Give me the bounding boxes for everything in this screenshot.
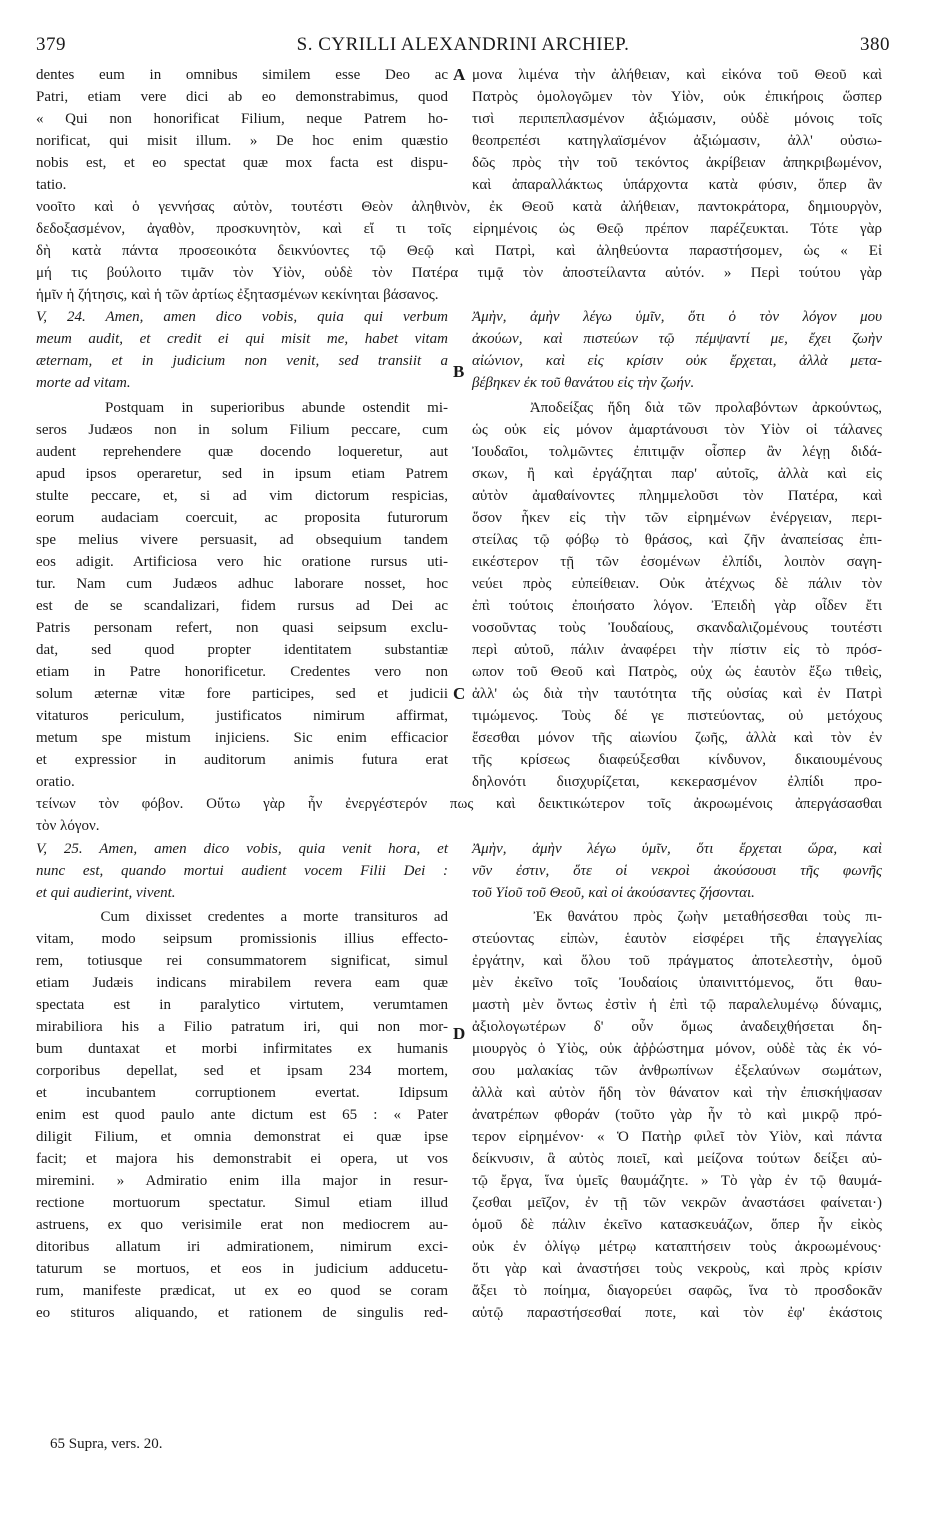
text-line: oratio. <box>36 774 75 790</box>
text-line: Patris personam refert, non quasi seipsum exclu- <box>36 620 448 636</box>
text-line: est de se scandalizari, fidem rursus ad Dei ac <box>36 598 448 614</box>
text-line: apud ipsos operaretur, sed in ipsum etiam Patrem <box>36 466 448 482</box>
text-line: ditoribus allatum iri admirationem, nimirum exci- <box>36 1239 448 1255</box>
text-line: ωπον τοῦ Θεοῦ καὶ Πατρὸς, οὐχ ὡς ἑαυτὸν ἔξω τιθεὶς, <box>472 664 882 680</box>
text-line: ἔσεσθαι μόνον τῆς αἰωνίου ζωῆς, ἀλλὰ καὶ τὸν ἐν <box>472 730 882 746</box>
text-line: νῦν ἐστιν, ὅτε οἱ νεκροὶ ἀκούσουσι τῆς φωνῆς <box>472 863 882 879</box>
text-line: Ἀμὴν, ἀμὴν λέγω ὑμῖν, ὅτι ἔρχεται ὥρα, καὶ <box>472 841 882 857</box>
text-line: Ἀποδείξας ἤδη διὰ τῶν προλαβόντων ἀρκούντως, <box>472 400 882 416</box>
text-line: nobis est, et eo spectat quæ mox facta est dispu- <box>36 155 448 171</box>
margin-letter-b: B <box>453 362 465 381</box>
text-line: αἰώνιον, καὶ εἰς κρίσιν οὐκ ἔρχεται, ἀλλὰ μετα- <box>472 353 882 369</box>
text-line: δείκνυσιν, ἃ αὐτὸς ποιεῖ, καὶ μείζονα τούτων δείξει αὐ- <box>472 1151 882 1167</box>
text-line: ἄξει τὸ ποίημα, διαγορεύει σαφῶς, ἵνα τὸ προσδοκᾶν <box>472 1283 882 1299</box>
text-line: μαστὴ μὲν ὄντως ἐστὶν ἡ ἐπὶ τῷ παραλελυμένῳ δύναμις, <box>472 997 882 1013</box>
text-line: ζεσθαι μεῖζον, ἐν τῇ τῶν νεκρῶν ἀναστάσει φαίνεται·) <box>472 1195 882 1211</box>
text-line: δεδοξασμένον, ἀγαθὸν, προσκυνητὸν, καὶ εἴ τι τοῖς εἰρημένοις ὡς Θεῷ πρέπον παρέζευκται. Τότε γὰρ <box>36 221 882 237</box>
text-line: τείνων τὸν φόβον. Οὕτω γὰρ ἦν ἐνεργέστερόν πως καὶ δεικτικώτερον τοῖς ἀκροωμένοις ἀπεργάσασθαι <box>36 796 882 812</box>
text-line: νεύει πρὸς εὐπείθειαν. Οὐκ ἀτέχνως δὲ πάλιν τὸν <box>472 576 882 592</box>
text-line: spe melius vivere persuasit, ad obsequium tandem <box>36 532 448 548</box>
text-line: Patri, etiam vere dici ab eo demonstrabimus, quod <box>36 89 448 105</box>
text-line: ἐργάτην, καὶ ὅλου τοῦ πράγματος ἀποτελεστὴν, ὁμοῦ <box>472 953 882 969</box>
text-line: τισὶ περιπεπλασμένον ἀξιώμασιν, οὐδὲ μόνοις τοῖς <box>472 111 882 127</box>
text-line: V, 25. Amen, amen dico vobis, quia venit hora, et <box>36 841 448 857</box>
text-line: diligit Filium, et omnia demonstrat ei quæ ipse <box>36 1129 448 1145</box>
text-line: καὶ ἀπαραλλάκτως ὑπάρχοντα κατὰ φύσιν, ὅπερ ἂν <box>472 177 882 193</box>
text-line: νοοῖτο καὶ ὁ γεννήσας αὐτὸν, τουτέστι Θεὸν ἀληθινὸν, ἐκ Θεοῦ κατὰ ἀλήθειαν, παντοκράτορα, δημιουργὸν, <box>36 199 882 215</box>
text-line: τῷ ἔργα, ἵνα ὑμεῖς θαυμάζητε. » Τὸ γὰρ ἐν τῷ θαυμά- <box>472 1173 882 1189</box>
text-line: τοῦ Υἱοῦ τοῦ Θεοῦ, καὶ οἱ ἀκούσαντες ζήσονται. <box>472 885 755 901</box>
text-line: στεύοντας εἰπὼν, ἑαυτὸν εἰσφέρει τῆς ἐπαγγελίας <box>472 931 882 947</box>
text-line: ἀλλ' ὡς διὰ τὴν ταυτότητα τῆς οὐσίας καὶ ἐν Πατρὶ <box>472 686 882 702</box>
text-line: εικέστερον τῇ τῶν ἐσομένων ἐλπίδι, λοιπὸν σαγη- <box>472 554 882 570</box>
text-line: Cum dixisset credentes a morte transituros ad <box>36 909 448 925</box>
margin-letter-a: A <box>453 65 466 84</box>
text-line: οὐκ ἐν ὀλίγῳ μέτρῳ καταπτήσειν τοὺς ἀκροωμένους· <box>472 1239 882 1255</box>
text-line: vitaturos periculum, justificatos nimirum affirmat, <box>36 708 448 724</box>
text-line: τιμώμενος. Τοὺς δέ γε πιστεύοντας, οὐ μετόχους <box>472 708 882 724</box>
text-line: στείλας τῷ φόβῳ τὸ θράσος, καὶ ζῆν ἀναπείσας ἐπι- <box>472 532 882 548</box>
text-line: spectata est in paralytico virtutem, verumtamen <box>36 997 448 1013</box>
text-line: τερον εἰρημένον· « Ὁ Πατὴρ φιλεῖ τὸν Υἱὸν, καὶ πάντα <box>472 1129 882 1145</box>
text-line: αὐτῷ παραστήσεσθαί ποτε, καὶ τὸν ἐφ' ἑκάστοις <box>472 1305 882 1321</box>
text-line: et expressior in auditorum animis futura erat <box>36 752 448 768</box>
text-line: meum audit, et credit ei qui misit me, habet vitam <box>36 331 448 347</box>
text-line: rem, totiusque rei consummatorem significat, simul <box>36 953 448 969</box>
text-line: mirabiliora his a Filio patratum iri, qui non mor- <box>36 1019 448 1035</box>
text-line: eo stituros aliquando, et rationem de singulis red- <box>36 1305 448 1321</box>
text-line: μιουργὸς ὁ Υἱὸς, οὐκ ἀῤῥώστημα μόνον, οὐδὲ τὰς ἐκ νό- <box>472 1041 882 1057</box>
text-line: æternam, et in judicium non venit, sed transiit a <box>36 353 448 369</box>
text-line: eorum audaciam coercuit, ac proposita futurorum <box>36 510 448 526</box>
text-line: nunc est, quando mortui audient vocem Filii Dei : <box>36 863 448 879</box>
text-line: dat, sed quod propter identitatem substantiæ <box>36 642 448 658</box>
text-line: μονα λιμένα τὴν ἀλήθειαν, καὶ εἰκόνα τοῦ Θεοῦ καὶ <box>472 67 882 83</box>
text-line: Ἰουδαῖοι, τολμῶντες ἐπιτιμᾷν οἷσπερ ἂν λέγῃ διδά- <box>472 444 882 460</box>
text-line: taturum se mortuos, et eos in judicium adducetu- <box>36 1261 448 1277</box>
text-line: δῶς πρὸς τὴν τοῦ τεκόντος ἀκρίβειαν ἀπηκριβωμένον, <box>472 155 882 171</box>
margin-letter-c: C <box>453 684 466 703</box>
text-line: et incubantem corruptionem evertat. Idipsum <box>36 1085 448 1101</box>
text-line: τὸν λόγον. <box>36 818 100 834</box>
text-line: ὅσον ἧκεν εἰς τὴν τῶν εἰρημένων ἐνέργειαν, περι- <box>472 510 882 526</box>
text-line: Postquam in superioribus abunde ostendit mi- <box>36 400 448 416</box>
text-line: facit; et majora his demonstrabit ei opera, ut vos <box>36 1151 448 1167</box>
margin-letter-d: D <box>453 1024 466 1043</box>
text-line: stulte peccare, et, si ad vim dictorum respicias, <box>36 488 448 504</box>
text-line: tatio. <box>36 177 67 193</box>
text-line: δηλονότι διισχυρίζεται, κεκερασμένον ἐλπίδι προ- <box>472 774 882 790</box>
text-line: rum, manifeste prædicat, ut ex eo quod se coram <box>36 1283 448 1299</box>
text-line: metum spe mistum injiciens. Sic enim efficacior <box>36 730 448 746</box>
running-header <box>36 34 890 58</box>
text-line: μὲν ἐκεῖνο τοῖς Ἰουδαίοις ὑπαινιττόμενος, ὅτι θαυ- <box>472 975 882 991</box>
text-line: morte ad vitam. <box>36 375 131 391</box>
text-line: ἀλλὰ καὶ αὐτὸν ἤδη τὸν θάνατον καὶ τὴν ἐπισκήψασαν <box>472 1085 882 1101</box>
text-line: ἀνατρέπων φθοράν (τοῦτο γὰρ ἦν τὸ καὶ μικρῷ πρό- <box>472 1107 882 1123</box>
text-line: ἐπὶ τούτοις ἐποιήσατο λόγον. Ἐπειδὴ γὰρ οἶδεν ἔτι <box>472 598 882 614</box>
text-line: tur. Nam cum Judæos adhuc laborare nosset, hoc <box>36 576 448 592</box>
page-number-right: 380 <box>860 34 890 55</box>
page-number-left: 379 <box>36 34 66 55</box>
text-line: ὁμοῦ δὲ πάλιν ἐκεῖνο κατασκευάζων, ὅπερ ἦν εἰκὸς <box>472 1217 882 1233</box>
text-line: miremini. » Admiratio enim illa major in resur- <box>36 1173 448 1189</box>
text-line: ὡς οὐκ εἰς μόνον ἁμαρτάνουσι τὸν Υἱὸν οἱ τάλανες <box>472 422 882 438</box>
text-line: ἀκούων, καὶ πιστεύων τῷ πέμψαντί με, ἔχει ζωὴν <box>472 331 882 347</box>
text-line: et qui audierint, vivent. <box>36 885 176 901</box>
text-line: ἀξιολογωτέρων δ' οὖν ὅμως ἀναδειχθήσεται δη- <box>472 1019 882 1035</box>
text-line: seros Judæos non in solum Filium peccare, cum <box>36 422 448 438</box>
text-line: περὶ αὐτοῦ, πάλιν ἀναφέρει τὴν πίστιν εἰς τὸ πρόσ- <box>472 642 882 658</box>
text-line: σκων, ἢ καὶ ἐργάζηται παρ' αὐτοῖς, ἀλλὰ καὶ εἰς <box>472 466 882 482</box>
text-line: θεοπρεπέσι κατηγλαϊσμένον ἀξιώμασιν, ἀλλ' οὐσιω- <box>472 133 882 149</box>
text-line: astruens, ex quo verisimile erat non mediocrem au- <box>36 1217 448 1233</box>
text-line: ἡμῖν ἡ ζήτησις, καὶ ἡ τῶν ἀρτίως ἐξητασμένων κεκίνηται βάσανος. <box>36 287 439 303</box>
running-title: S. CYRILLI ALEXANDRINI ARCHIEP. <box>296 34 630 55</box>
text-line: eos adigit. Artificiosa vero hic oratione rursus uti- <box>36 554 448 570</box>
text-line: solum æternæ vitæ fore participes, sed et judicii <box>36 686 448 702</box>
text-line: μή τις βούλοιτο τιμᾶν τὸν Υἱὸν, οὐδὲ τὸν Πατέρα τιμᾷ τὸν ἀποστείλαντα αὐτόν. » Περὶ τούτου γὰρ <box>36 265 882 281</box>
text-line: V, 24. Amen, amen dico vobis, quia qui verbum <box>36 309 448 325</box>
text-line: bum duntaxat et morbi infirmitates ex humanis <box>36 1041 448 1057</box>
text-line: etiam Judæis indicans mirabilem revera eam quæ <box>36 975 448 991</box>
text-line: norificat, qui misit illum. » De hoc enim quæstio <box>36 133 448 149</box>
text-line: τῆς κρίσεως διαφεύξεσθαι κίνδυνον, δικαιουμένους <box>472 752 882 768</box>
text-line: audent reprehendere quæ docendo loqueretur, aut <box>36 444 448 460</box>
text-line: Ἐκ θανάτου πρὸς ζωὴν μεταθήσεσθαι τοὺς πι- <box>472 909 882 925</box>
text-line: « Qui non honorificat Filium, neque Patrem ho- <box>36 111 448 127</box>
text-line: rectione mortuorum spectatur. Simul etiam illud <box>36 1195 448 1211</box>
text-line: βέβηκεν ἐκ τοῦ θανάτου εἰς τὴν ζωήν. <box>472 375 695 391</box>
text-line: αὐτὸν ἀμαθαίνοντες πλημμελοῦσι τὸν Πατέρα, καὶ <box>472 488 882 504</box>
text-line: enim est quod paulo ante dictum est 65 : « Pater <box>36 1107 448 1123</box>
text-line: etiam in Patre honorificetur. Credentes vero non <box>36 664 448 680</box>
text-line: νοσοῦντας τοὺς Ἰουδαίους, σκανδαλιζομένους τουτέστι <box>472 620 882 636</box>
text-line: Ἀμὴν, ἀμὴν λέγω ὑμῖν, ὅτι ὁ τὸν λόγον μου <box>472 309 882 325</box>
footnote: 65 Supra, vers. 20. <box>50 1436 163 1452</box>
text-line: σου μαλακίας τῶν ἀνθρωπίνων ἐξελαύνων σωμάτων, <box>472 1063 882 1079</box>
text-line: vitam, modo seipsum promissionis illius effecto- <box>36 931 448 947</box>
text-line: Πατρὸς ὁμολογῶμεν τὸν Υἱὸν, οὐκ ἐπικήροις ὥσπερ <box>472 89 882 105</box>
text-line: dentes eum in omnibus similem esse Deo ac <box>36 67 448 83</box>
text-line: δὴ κατὰ πάντα προσεοικότα δεικνύοντες τῷ Θεῷ καὶ Πατρὶ, καὶ ἀληθεύοντα παραστήσομεν, ὡς « Εἰ <box>36 243 882 259</box>
text-line: corporibus depellat, sed et ipsam 234 mortem, <box>36 1063 448 1079</box>
text-line: ὅτι γὰρ καὶ ἀναστήσει τοὺς νεκροὺς, καὶ πρὸς κρίσιν <box>472 1261 882 1277</box>
